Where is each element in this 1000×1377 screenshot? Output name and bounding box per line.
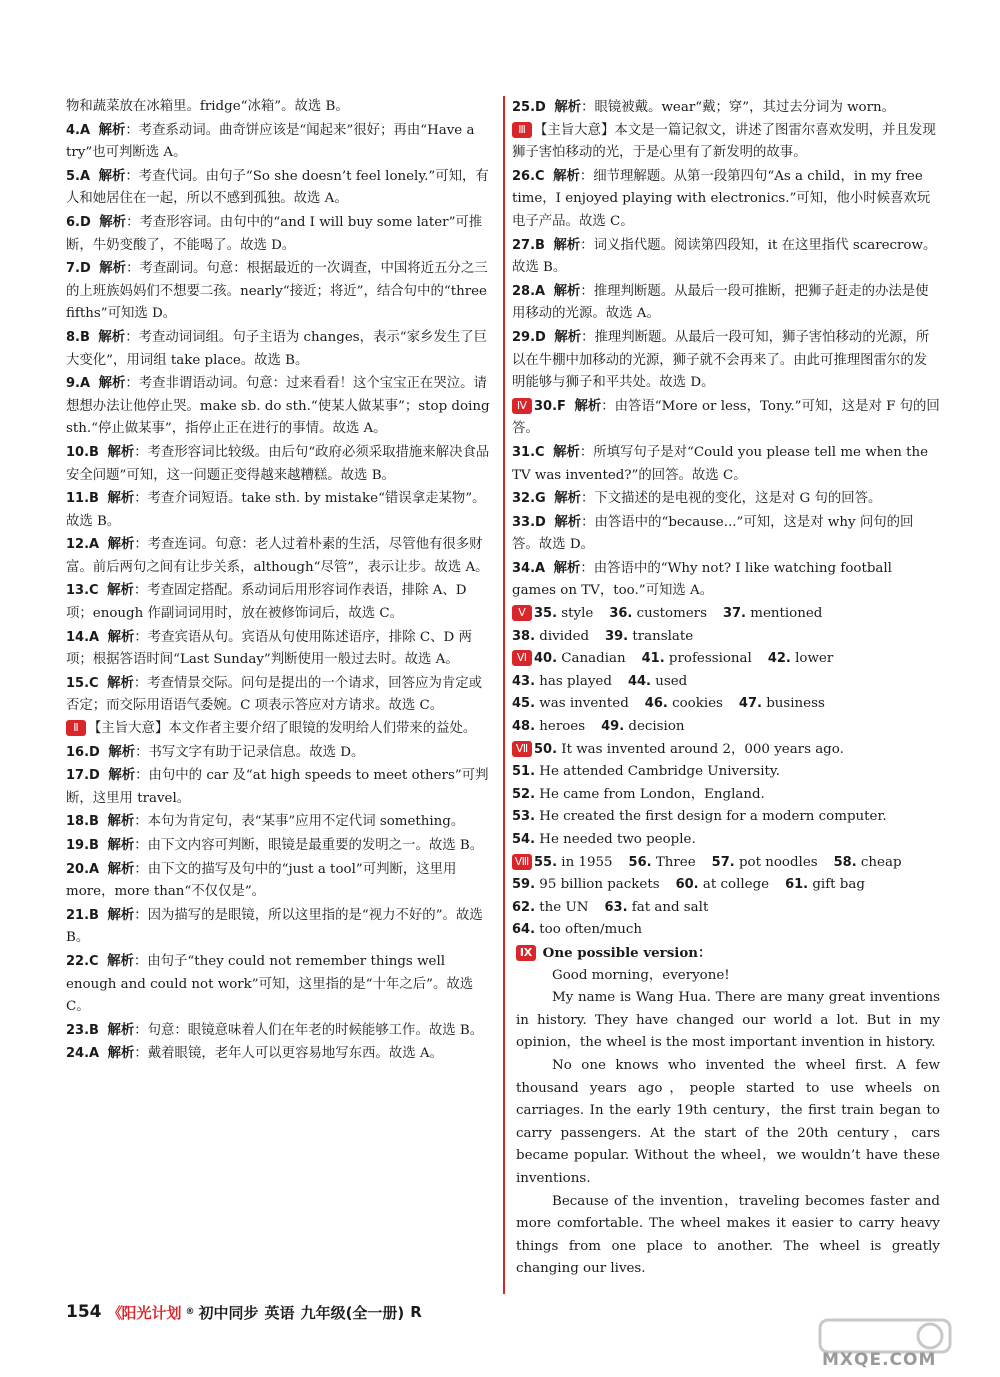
page-footer	[66, 1300, 422, 1324]
answer-entry	[512, 395, 940, 441]
answer-entry	[66, 487, 494, 533]
fill-in-row	[512, 626, 940, 649]
answer-label: 8.B	[66, 329, 90, 345]
essay-paragraph: No one knows who invented the wheel first. A few thousand years ago，people started to use wheels on carriages. In the early 19th century，the first train began to carry passengers. At the start of the 20th century，cars became popular. Without the wheel，we wouldn’t have these inventions.	[516, 1057, 940, 1186]
answer-explanation: ：推理判断题。从最后一段可推断，把狮子赶走的办法是使用移动的光源。故选 A。	[512, 283, 929, 322]
answer-entry	[512, 326, 940, 395]
answer-label: 24.A	[66, 1046, 100, 1062]
answer-explanation: ：细节理解题。从第一段第四句“As a child，in my free time，I enjoyed playing with electronics.”可知，他小时候喜欢玩电子产品。故选 C。	[512, 168, 931, 229]
answer-label: 12.A	[66, 537, 100, 553]
analysis-keyword: 解析	[98, 328, 126, 345]
question-number: 55.	[534, 854, 558, 870]
analysis-keyword: 解析	[107, 837, 135, 853]
question-number: 43.	[512, 673, 536, 689]
answer-text: He came from London，England.	[539, 786, 765, 802]
essay-paragraph: Because of the invention，traveling becomes faster and more comfortable. The wheel makes it easier to carry heavy things from one place to another. The wheel is greatly changing our lives.	[516, 1193, 940, 1277]
answer-label: 29.D	[512, 329, 546, 345]
fill-in-answer	[723, 603, 822, 626]
answer-entry	[66, 211, 494, 257]
analysis-keyword: 解析	[554, 490, 581, 507]
left-column	[66, 96, 494, 1066]
answer-text: customers	[636, 606, 707, 622]
answer-explanation: ：词义指代题。阅读第四段知，it 在这里指代 scarecrow。故选 B。	[512, 237, 937, 276]
essay-greeting: Good morning，everyone!	[552, 967, 730, 983]
answer-text: cheap	[860, 854, 902, 870]
answer-text: He attended Cambridge University.	[539, 764, 780, 780]
right-column	[512, 96, 940, 1281]
answer-explanation: ：考查非谓语动词。句意：过来看看！这个宝宝正在哭泣。请想想办法让他停止哭。make sb. do sth.“使某人做某事”；stop doing sth.“停止做某事”，指停止正在进行的事情。故选 A。	[66, 376, 490, 437]
answer-entry	[66, 810, 494, 834]
answer-explanation: ：由下文内容可判断，眼镜是最重要的发明之一。故选 B。	[134, 838, 484, 853]
answer-label: 27.B	[512, 237, 545, 253]
fill-in-answer	[512, 671, 612, 694]
analysis-keyword: 解析	[554, 513, 582, 530]
answer-entry	[66, 1042, 494, 1066]
answer-label: 9.A	[66, 376, 91, 392]
analysis-keyword: 解析	[108, 767, 136, 784]
answer-explanation: ：由答语中的“because...”可知，这是对 why 问句的回答。故选 D。	[512, 514, 914, 553]
answer-label: 33.D	[512, 514, 546, 530]
answer-explanation: 【主旨大意】本文是一篇记叙文，讲述了图雷尔喜欢发明，并且发现狮子害怕移动的光，于是心里有了新发明的故事。	[512, 122, 936, 161]
answer-explanation: ：书写文字有助于记录信息。故选 D。	[135, 744, 365, 760]
section-badge: Ⅳ	[512, 398, 532, 414]
analysis-keyword: 解析	[99, 260, 127, 277]
analysis-keyword: 解析	[553, 236, 581, 253]
question-number: 57.	[711, 854, 735, 870]
answer-label: 5.A	[66, 168, 91, 184]
fill-in-answer	[534, 852, 613, 875]
answer-label: 25.D	[512, 100, 546, 115]
question-number: 41.	[641, 651, 665, 667]
answer-explanation: ：推理判断题。从最后一段可知，狮子害怕移动的光源，所以在牛棚中加移动的光源，狮子就不会再来了。由此可推理图雷尔的发明能够与狮子和平共处。故选 D。	[512, 329, 930, 391]
answer-explanation: ：考查宾语从句。宾语从句使用陈述语序，排除 C、D 两项；根据答语时间“Last Sunday”判断使用一般过去时。故选 A。	[66, 629, 472, 668]
fill-in-answer	[629, 852, 696, 875]
fill-in-row	[512, 897, 940, 920]
answer-text: Three	[655, 854, 696, 870]
fill-in-answer	[512, 897, 589, 920]
answer-explanation: ：考查代词。由句子“So she doesn’t feel lonely.”可知，有人和她居住在一起，所以不感到孤独。故选 A。	[66, 168, 489, 207]
answer-entry	[512, 165, 940, 234]
answer-text: style	[561, 606, 594, 622]
answer-entry	[66, 904, 494, 950]
answer-entry	[66, 672, 494, 718]
analysis-keyword: 解析	[98, 121, 126, 138]
answer-entry	[66, 741, 494, 765]
question-number: 50.	[534, 741, 558, 757]
page-number: 154	[66, 1302, 102, 1322]
question-number: 48.	[512, 719, 536, 735]
fill-in-answer	[609, 603, 707, 626]
answer-text: used	[655, 673, 688, 689]
analysis-keyword: 解析	[107, 906, 135, 923]
answer-text: business	[766, 696, 825, 712]
question-number: 42.	[767, 651, 791, 667]
answer-entry	[66, 257, 494, 326]
answer-text: heroes	[539, 719, 586, 735]
answer-label: 6.D	[66, 214, 91, 230]
answer-label: 23.B	[66, 1022, 99, 1038]
question-number: 64.	[512, 922, 536, 938]
answer-entry	[512, 441, 940, 487]
answer-explanation: ：由下文的描写及句中的“just a tool”可判断，这里用 more，more than“不仅仅是”。	[66, 861, 457, 900]
fill-in-answer	[534, 739, 844, 762]
analysis-keyword: 解析	[107, 952, 134, 969]
analysis-keyword: 解析	[107, 1045, 135, 1062]
answer-entry	[512, 557, 940, 603]
fill-in-answer	[512, 761, 780, 784]
answer-entry	[66, 858, 494, 904]
answer-explanation: ：本句为肯定句，表“某事”应用不定代词 something。	[134, 814, 465, 830]
essay-heading-text: One possible version：	[542, 944, 712, 961]
answer-explanation: ：戴着眼镜，老年人可以更容易地写东西。故选 A。	[134, 1046, 443, 1062]
fill-in-answer	[534, 648, 626, 671]
analysis-keyword: 解析	[108, 743, 136, 760]
answer-text: cookies	[672, 696, 723, 712]
fill-in-row	[512, 603, 940, 626]
answer-text: He needed two people.	[539, 832, 696, 847]
right-answer-list	[512, 96, 940, 603]
answer-text: mentioned	[750, 606, 823, 622]
column-divider	[503, 96, 505, 1294]
answer-explanation: ：由句中的 car 及“at high speeds to meet others”可判断，这里用 travel。	[66, 768, 489, 806]
fill-in-answer	[605, 897, 709, 920]
section-badge: Ⅲ	[512, 122, 532, 138]
analysis-keyword: 解析	[98, 167, 126, 184]
answer-explanation: ：考查副词。句意：根据最近的一次调查，中国将近五分之三的上班族妈妈们不想要二孩。nearly“接近；将近”，结合句中的“three fifths”可知选 D。	[66, 261, 488, 322]
fill-in-row	[512, 716, 940, 739]
answer-explanation: ：下文描述的是电视的变化，这是对 G 句的回答。	[581, 491, 882, 507]
answer-entry	[66, 326, 494, 372]
section-badge: Ⅱ	[66, 720, 86, 736]
question-number: 46.	[644, 696, 668, 712]
answer-entry	[66, 96, 494, 119]
answer-label: 21.B	[66, 907, 99, 923]
answer-explanation: ：考查形容词。由句中的“and I will buy some later”可推断，牛奶变酸了，不能喝了。故选 D。	[66, 214, 483, 253]
answer-text: Canadian	[561, 651, 626, 667]
watermark-logo	[818, 1316, 958, 1372]
analysis-keyword: 解析	[554, 328, 582, 345]
question-number: 61.	[785, 877, 809, 893]
question-number: 59.	[512, 877, 536, 893]
fill-in-answer	[601, 716, 684, 739]
answer-text: the UN	[539, 899, 589, 915]
sample-essay	[512, 942, 940, 1281]
question-number: 40.	[534, 651, 558, 667]
fill-in-answers	[512, 603, 940, 942]
section-badge: Ⅶ	[512, 741, 532, 757]
fill-in-row	[512, 874, 940, 897]
answer-label: 32.G	[512, 491, 546, 507]
analysis-keyword: 解析	[553, 167, 580, 184]
analysis-keyword: 解析	[553, 559, 581, 576]
analysis-keyword: 解析	[107, 860, 135, 877]
answer-entry	[66, 626, 494, 672]
fill-in-row	[512, 829, 940, 852]
answer-explanation: ：因为描写的是眼镜，所以这里指的是“视力不好的”。故选 B。	[66, 907, 483, 946]
fill-in-answer	[712, 852, 818, 875]
fill-in-row	[512, 919, 940, 942]
answer-label: 4.A	[66, 122, 91, 138]
answer-text: fat and salt	[631, 899, 709, 915]
question-number: 58.	[833, 854, 857, 870]
question-number: 63.	[604, 899, 628, 915]
answer-explanation: 【主旨大意】本文作者主要介绍了眼镜的发明给人们带来的益处。	[88, 721, 477, 737]
question-number: 53.	[512, 809, 536, 825]
answer-explanation: ：由答语“More or less，Tony.”可知，这是对 F 句的回答。	[512, 398, 940, 437]
question-number: 52.	[512, 786, 536, 802]
question-number: 49.	[601, 719, 625, 735]
answer-explanation: ：考查情景交际。问句是提出的一个请求，回答应为肯定或否定；而交际用语语气委婉。C 项表示答应对方请求。故选 C。	[66, 675, 483, 714]
answer-explanation: ：考查动词词组。句子主语为 changes，表示“家乡发生了巨大变化”，用词组 take place。故选 B。	[66, 329, 487, 368]
section-badge: Ⅴ	[512, 605, 532, 621]
answer-text: translate	[632, 628, 694, 644]
answer-text: He created the first design for a modern computer.	[539, 809, 887, 825]
answer-text: 95 billion packets	[539, 877, 660, 893]
section-badge: Ⅸ	[516, 945, 536, 961]
question-number: 36.	[609, 606, 633, 622]
answer-label: 22.C	[66, 953, 99, 969]
edition-mark: R	[410, 1303, 422, 1321]
answer-text: professional	[668, 651, 752, 667]
answer-entry	[66, 764, 494, 810]
fill-in-row	[512, 784, 940, 807]
fill-in-row	[512, 671, 940, 694]
answer-label: 11.B	[66, 491, 99, 507]
fill-in-answer	[834, 852, 902, 875]
trademark-icon: ®	[185, 1307, 195, 1317]
analysis-keyword: 解析	[98, 375, 126, 392]
fill-in-row	[512, 648, 940, 671]
answer-label: 31.C	[512, 444, 545, 460]
fill-in-row	[512, 806, 940, 829]
question-number: 51.	[512, 764, 536, 780]
fill-in-answer	[512, 829, 696, 852]
answer-label: 14.A	[66, 629, 100, 645]
chevron-icon: 《	[107, 1303, 120, 1322]
fill-in-answer	[628, 671, 687, 694]
answer-label: 26.C	[512, 168, 545, 184]
fill-in-row	[512, 761, 940, 784]
section-badge: Ⅵ	[512, 650, 532, 666]
answer-explanation: ：句意：眼镜意味着人们在年老的时候能够工作。故选 B。	[134, 1022, 484, 1038]
answer-explanation: ：所填写句子是对“Could you please tell me when the TV was invented?”的回答。故选 C。	[512, 444, 929, 483]
question-number: 47.	[738, 696, 762, 712]
answer-entry	[512, 511, 940, 557]
fill-in-answer	[512, 693, 629, 716]
answer-entry	[66, 718, 494, 741]
answer-text: gift bag	[812, 877, 865, 893]
question-number: 56.	[628, 854, 652, 870]
watermark-text: MXQE.COM	[822, 1350, 937, 1370]
answer-text: too often/much	[539, 922, 642, 938]
essay-paragraph: My name is Wang Hua. There are many great inventions in history. They have changed our world a lot. But in my opinion，the wheel is the most important invention in history.	[516, 990, 940, 1051]
answer-entry	[66, 579, 494, 625]
fill-in-answer	[605, 626, 693, 649]
analysis-keyword: 解析	[554, 99, 582, 115]
fill-in-answer	[676, 874, 769, 897]
answer-entry	[512, 234, 940, 280]
answer-text: decision	[628, 719, 685, 735]
analysis-keyword: 解析	[107, 674, 134, 691]
grade-name: 九年级(全一册)	[300, 1303, 405, 1322]
essay-heading	[516, 942, 940, 965]
answer-label: 17.D	[66, 768, 100, 784]
answer-entry	[66, 372, 494, 441]
answer-entry	[512, 96, 940, 120]
fill-in-answer	[512, 806, 887, 829]
analysis-keyword: 解析	[107, 813, 135, 830]
fill-in-row	[512, 693, 940, 716]
answer-label: 13.C	[66, 583, 99, 599]
answer-text: lower	[795, 651, 834, 667]
answer-label: 7.D	[66, 261, 91, 277]
analysis-keyword: 解析	[99, 213, 127, 230]
answer-explanation: ：考查固定搭配。系动词后用形容词作表语，排除 A、D 项；enough 作副词词用时，放在被修饰词后，故选 C。	[66, 583, 467, 622]
answer-entry	[66, 533, 494, 579]
answer-label: 10.B	[66, 444, 99, 460]
subject-name: 英语	[264, 1303, 295, 1322]
answer-text: divided	[539, 628, 590, 644]
answer-entry	[66, 950, 494, 1019]
fill-in-answer	[645, 693, 723, 716]
answer-text: pot noodles	[738, 854, 818, 870]
answer-explanation: ：考查系动词。曲奇饼应该是“闻起来”很好；再由“Have a try”也可判断选 A。	[66, 122, 475, 161]
question-number: 39.	[605, 628, 629, 644]
question-number: 37.	[722, 606, 746, 622]
fill-in-answer	[768, 648, 833, 671]
answer-explanation: ：眼镜被戴。wear“戴；穿”，其过去分词为 worn。	[581, 100, 896, 115]
answer-explanation: ：考查形容词比较级。由后句“政府必须采取措施来解决食品安全问题”可知，这一问题正变得越来越糟糕。故选 B。	[66, 444, 490, 483]
fill-in-answer	[785, 874, 865, 897]
answer-explanation: 物和蔬菜放在冰箱里。fridge“冰箱”。故选 B。	[66, 99, 349, 114]
answer-entry	[66, 1019, 494, 1043]
analysis-keyword: 解析	[107, 1021, 135, 1038]
answer-label: 34.A	[512, 560, 546, 576]
question-number: 45.	[512, 696, 536, 712]
fill-in-answer	[512, 919, 642, 942]
analysis-keyword: 解析	[553, 282, 581, 299]
analysis-keyword: 解析	[107, 536, 135, 553]
answer-entry	[66, 119, 494, 165]
answer-entry	[66, 441, 494, 487]
answer-label: 18.B	[66, 814, 99, 830]
question-number: 54.	[512, 832, 536, 847]
answer-entry	[512, 280, 940, 326]
answer-explanation: ：由句子“they could not remember things well enough and could not work”可知，这里指的是“十年之后”。故选 C。	[66, 953, 474, 1015]
answer-label: 20.A	[66, 861, 100, 877]
fill-in-row	[512, 739, 940, 762]
question-number: 38.	[512, 628, 536, 644]
answer-text: was invented	[539, 696, 629, 712]
fill-in-answer	[512, 784, 765, 807]
answer-label: 15.C	[66, 675, 99, 691]
answer-entry	[512, 487, 940, 511]
question-number: 44.	[627, 673, 651, 689]
answer-label: 16.D	[66, 744, 100, 760]
analysis-keyword: 解析	[107, 582, 134, 599]
analysis-keyword: 解析	[107, 490, 135, 507]
fill-in-answer	[642, 648, 752, 671]
answer-text: has played	[539, 673, 612, 689]
analysis-keyword: 解析	[574, 397, 602, 414]
answer-explanation: ：由答语中的“Why not? I like watching football games on TV，too.”可知选 A。	[512, 560, 892, 599]
brand-name: 阳光计划	[121, 1303, 182, 1322]
answer-text: in 1955	[561, 854, 613, 870]
analysis-keyword: 解析	[107, 443, 135, 460]
answer-label: 19.B	[66, 838, 99, 853]
fill-in-answer	[739, 693, 825, 716]
answer-text: It was invented around 2，000 years ago.	[561, 741, 844, 757]
fill-in-answer	[534, 603, 593, 626]
answer-entry	[66, 165, 494, 211]
fill-in-answer	[512, 626, 589, 649]
answer-label: 30.F	[534, 398, 566, 414]
question-number: 62.	[512, 899, 536, 915]
analysis-keyword: 解析	[107, 628, 135, 645]
question-number: 60.	[675, 877, 699, 893]
fill-in-answer	[512, 716, 585, 739]
series-name: 初中同步	[198, 1303, 259, 1322]
question-number: 35.	[534, 606, 558, 622]
section-badge: Ⅷ	[512, 854, 532, 870]
answer-entry	[66, 834, 494, 858]
answer-entry	[512, 120, 940, 165]
answer-explanation: ：考查介词短语。take sth. by mistake“错误拿走某物”。故选 B。	[66, 491, 486, 529]
answer-text: at college	[702, 877, 770, 893]
answer-explanation: ：考查连词。句意：老人过着朴素的生活，尽管他有很多财富。前后两句之间有让步关系，although“尽管”，表示让步。故选 A。	[66, 537, 489, 575]
answer-label: 28.A	[512, 283, 546, 299]
analysis-keyword: 解析	[553, 443, 580, 460]
fill-in-row	[512, 852, 940, 875]
fill-in-answer	[512, 874, 660, 897]
